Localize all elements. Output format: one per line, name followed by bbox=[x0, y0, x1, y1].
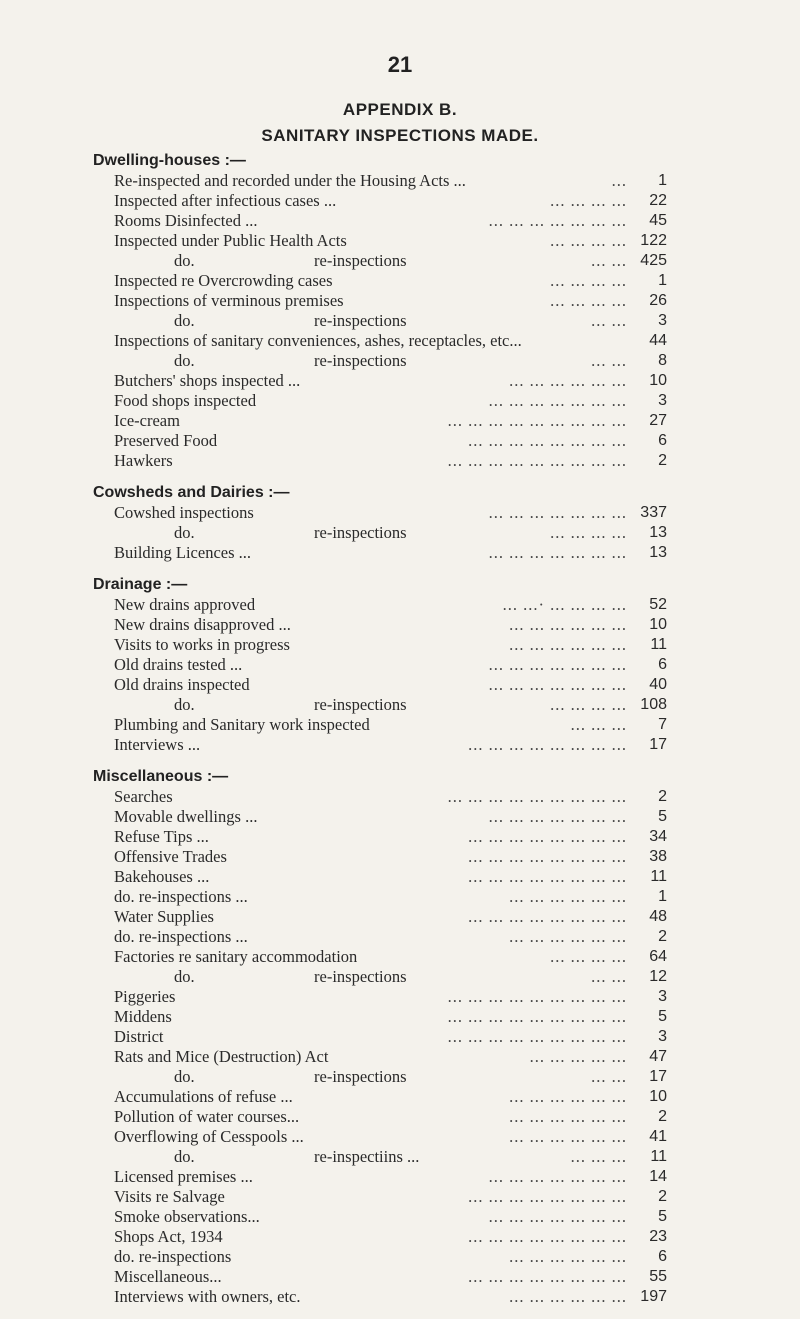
inspection-row bbox=[114, 503, 667, 523]
leader-dots: ... ... bbox=[591, 311, 627, 330]
row-label: Interviews ... bbox=[114, 735, 201, 754]
leader-dots: ... ... ... ... ... ... ... bbox=[488, 1207, 627, 1226]
inspection-row bbox=[114, 1247, 667, 1267]
row-count: 10 bbox=[649, 372, 667, 389]
leader-dots: ... ... ... ... bbox=[550, 271, 627, 290]
row-sublabel: re-inspections bbox=[314, 695, 407, 714]
inspection-row bbox=[114, 847, 667, 867]
leader-dots: ... ... ... ... ... ... bbox=[509, 887, 627, 906]
leader-dots: ... ... ... ... ... ... ... ... bbox=[468, 827, 627, 846]
row-count: 1 bbox=[658, 272, 667, 289]
inspection-row bbox=[114, 251, 667, 271]
leader-dots: ... ... ... ... ... ... bbox=[509, 635, 627, 654]
row-label: Smoke observations... bbox=[114, 1207, 260, 1226]
leader-dots: ... bbox=[611, 171, 627, 190]
inspection-row bbox=[114, 1027, 667, 1047]
section-heading: Miscellaneous :— bbox=[93, 768, 229, 785]
section bbox=[0, 575, 800, 755]
row-sublabel: re-inspections bbox=[314, 523, 407, 542]
row-count: 41 bbox=[649, 1128, 667, 1145]
inspection-row bbox=[114, 947, 667, 967]
row-label: Hawkers bbox=[114, 451, 173, 470]
row-label: Old drains tested ... bbox=[114, 655, 243, 674]
row-count: 5 bbox=[658, 1208, 667, 1225]
inspection-row bbox=[114, 967, 667, 987]
leader-dots: ... ... ... ... ... ... ... ... ... bbox=[447, 1007, 627, 1026]
row-count: 34 bbox=[649, 828, 667, 845]
row-label: Overflowing of Cesspools ... bbox=[114, 1127, 304, 1146]
leader-dots: ... ... ... ... bbox=[550, 523, 627, 542]
row-label: Rats and Mice (Destruction) Act bbox=[114, 1047, 329, 1066]
inspection-row bbox=[114, 1047, 667, 1067]
row-label: Building Licences ... bbox=[114, 543, 252, 562]
row-count: 2 bbox=[658, 1108, 667, 1125]
row-label: New drains disapproved ... bbox=[114, 615, 291, 634]
row-count: 11 bbox=[650, 636, 667, 653]
leader-dots: ... ... ... ... ... ... bbox=[509, 1087, 627, 1106]
row-count: 108 bbox=[640, 696, 667, 713]
row-count: 55 bbox=[649, 1268, 667, 1285]
row-label: do. re-inspections ... bbox=[114, 887, 248, 906]
leader-dots: ... ... ... ... ... ... ... bbox=[488, 807, 627, 826]
row-count: 45 bbox=[649, 212, 667, 229]
leader-dots: ... ...· ... ... ... ... bbox=[502, 595, 627, 614]
leader-dots: ... ... ... ... ... ... ... ... ... bbox=[447, 411, 627, 430]
row-label: Plumbing and Sanitary work inspected bbox=[114, 715, 370, 734]
leader-dots: ... ... ... ... ... ... bbox=[509, 615, 627, 634]
inspection-row bbox=[114, 1267, 667, 1287]
row-count: 3 bbox=[658, 988, 667, 1005]
row-sublabel: re-inspections bbox=[314, 1067, 407, 1086]
inspection-row bbox=[114, 371, 667, 391]
inspection-row bbox=[114, 595, 667, 615]
inspection-row bbox=[114, 291, 667, 311]
row-label: do. bbox=[174, 251, 195, 270]
inspection-sections bbox=[0, 151, 800, 1319]
inspection-row bbox=[114, 987, 667, 1007]
row-count: 2 bbox=[658, 452, 667, 469]
inspection-row bbox=[114, 391, 667, 411]
leader-dots: ... ... ... ... ... ... ... bbox=[488, 675, 627, 694]
row-label: do. bbox=[174, 351, 195, 370]
row-label: Food shops inspected bbox=[114, 391, 257, 410]
row-count: 3 bbox=[658, 392, 667, 409]
leader-dots: ... ... ... ... bbox=[550, 231, 627, 250]
row-label: Accumulations of refuse ... bbox=[114, 1087, 293, 1106]
inspection-row bbox=[114, 695, 667, 715]
row-count: 1 bbox=[658, 172, 667, 189]
inspection-row bbox=[114, 907, 667, 927]
leader-dots: ... ... ... ... ... ... ... ... bbox=[468, 1227, 627, 1246]
row-count: 14 bbox=[649, 1168, 667, 1185]
inspection-row bbox=[114, 271, 667, 291]
row-label: Inspected under Public Health Acts bbox=[114, 231, 347, 250]
inspection-row bbox=[114, 171, 667, 191]
row-label: Factories re sanitary accommodation bbox=[114, 947, 358, 966]
inspection-row bbox=[114, 1287, 667, 1307]
leader-dots: ... ... ... ... bbox=[550, 695, 627, 714]
section bbox=[0, 483, 800, 563]
inspection-row bbox=[114, 451, 667, 471]
inspection-row bbox=[114, 867, 667, 887]
row-count: 12 bbox=[649, 968, 667, 985]
row-count: 22 bbox=[649, 192, 667, 209]
leader-dots: ... ... ... ... ... ... ... ... ... bbox=[447, 787, 627, 806]
row-count: 17 bbox=[649, 1068, 667, 1085]
leader-dots: ... ... bbox=[591, 251, 627, 270]
inspection-row bbox=[114, 787, 667, 807]
row-label: Rooms Disinfected ... bbox=[114, 211, 258, 230]
inspection-row bbox=[114, 211, 667, 231]
row-count: 11 bbox=[650, 868, 667, 885]
inspection-row bbox=[114, 1127, 667, 1147]
row-label: Inspected after infectious cases ... bbox=[114, 191, 337, 210]
appendix-title: APPENDIX B. bbox=[342, 100, 458, 119]
row-count: 10 bbox=[649, 1088, 667, 1105]
row-count: 64 bbox=[649, 948, 667, 965]
row-label: Refuse Tips ... bbox=[114, 827, 209, 846]
row-count: 6 bbox=[658, 656, 667, 673]
leader-dots: ... ... ... ... ... ... ... ... bbox=[468, 867, 627, 886]
leader-dots: ... ... ... ... ... ... bbox=[509, 1107, 627, 1126]
leader-dots: ... ... ... ... ... ... ... ... bbox=[468, 847, 627, 866]
inspection-row bbox=[114, 655, 667, 675]
inspection-row bbox=[114, 1167, 667, 1187]
row-label: Inspections of verminous premises bbox=[114, 291, 344, 310]
inspection-row bbox=[114, 1227, 667, 1247]
row-count: 7 bbox=[658, 716, 667, 733]
row-label: Pollution of water courses... bbox=[114, 1107, 300, 1126]
leader-dots: ... ... ... ... bbox=[550, 191, 627, 210]
row-label: Old drains inspected bbox=[114, 675, 250, 694]
row-sublabel: re-inspections bbox=[314, 251, 407, 270]
row-label: Ice-cream bbox=[114, 411, 180, 430]
row-count: 26 bbox=[649, 292, 667, 309]
section-heading: Dwelling-houses :— bbox=[93, 152, 246, 169]
inspection-row bbox=[114, 523, 667, 543]
row-label: Shops Act, 1934 bbox=[114, 1227, 223, 1246]
inspection-row bbox=[114, 191, 667, 211]
row-count: 197 bbox=[640, 1288, 667, 1305]
row-sublabel: re-inspections bbox=[314, 311, 407, 330]
leader-dots: ... ... ... ... ... ... ... ... ... bbox=[447, 987, 627, 1006]
row-label: Offensive Trades bbox=[114, 847, 227, 866]
row-count: 44 bbox=[649, 332, 667, 349]
row-count: 13 bbox=[649, 544, 667, 561]
inspection-row bbox=[114, 1207, 667, 1227]
leader-dots: ... ... ... ... ... ... ... ... bbox=[468, 735, 627, 754]
section-heading: Drainage :— bbox=[93, 576, 188, 593]
row-label: Piggeries bbox=[114, 987, 176, 1006]
row-count: 27 bbox=[649, 412, 667, 429]
inspection-row bbox=[114, 231, 667, 251]
row-label: do. bbox=[174, 695, 195, 714]
leader-dots: ... ... bbox=[591, 967, 627, 986]
leader-dots: ... ... ... ... ... ... ... ... ... bbox=[447, 1027, 627, 1046]
inspection-row bbox=[114, 675, 667, 695]
row-label: Bakehouses ... bbox=[114, 867, 210, 886]
inspection-row bbox=[114, 331, 667, 351]
leader-dots: ... ... ... ... ... ... ... bbox=[488, 211, 627, 230]
page-number: 21 bbox=[387, 52, 413, 77]
inspection-row bbox=[114, 827, 667, 847]
inspection-row bbox=[114, 887, 667, 907]
inspection-row bbox=[114, 543, 667, 563]
leader-dots: ... ... ... ... ... ... bbox=[509, 1247, 627, 1266]
row-label: Miscellaneous... bbox=[114, 1267, 222, 1286]
leader-dots: ... ... ... ... ... ... bbox=[509, 371, 627, 390]
row-label: Visits re Salvage bbox=[114, 1187, 225, 1206]
row-count: 23 bbox=[649, 1228, 667, 1245]
inspection-row bbox=[114, 1087, 667, 1107]
inspection-row bbox=[114, 807, 667, 827]
row-count: 1 bbox=[658, 888, 667, 905]
inspection-row bbox=[114, 431, 667, 451]
row-label: do. re-inspections ... bbox=[114, 927, 248, 946]
inspection-row bbox=[114, 615, 667, 635]
inspection-row bbox=[114, 927, 667, 947]
row-count: 2 bbox=[658, 928, 667, 945]
inspection-row bbox=[114, 1007, 667, 1027]
leader-dots: ... ... ... ... ... ... ... ... bbox=[468, 907, 627, 926]
row-count: 47 bbox=[649, 1048, 667, 1065]
leader-dots: ... ... ... ... ... ... ... bbox=[488, 655, 627, 674]
leader-dots: ... ... ... ... ... ... bbox=[509, 1127, 627, 1146]
row-sublabel: re-inspectiins ... bbox=[314, 1147, 420, 1166]
leader-dots: ... ... ... ... ... ... ... ... bbox=[468, 1187, 627, 1206]
leader-dots: ... ... bbox=[591, 1067, 627, 1086]
row-count: 2 bbox=[658, 1188, 667, 1205]
row-count: 52 bbox=[649, 596, 667, 613]
row-label: Cowshed inspections bbox=[114, 503, 254, 522]
row-label: Middens bbox=[114, 1007, 172, 1026]
row-label: do. bbox=[174, 967, 195, 986]
row-count: 48 bbox=[649, 908, 667, 925]
row-count: 3 bbox=[658, 312, 667, 329]
leader-dots: ... ... ... bbox=[570, 715, 627, 734]
inspection-row bbox=[114, 411, 667, 431]
row-count: 13 bbox=[649, 524, 667, 541]
row-label: do. bbox=[174, 523, 195, 542]
row-label: do. re-inspections bbox=[114, 1247, 232, 1266]
row-count: 6 bbox=[658, 1248, 667, 1265]
row-count: 122 bbox=[640, 232, 667, 249]
leader-dots: ... ... ... ... ... ... ... ... bbox=[468, 1267, 627, 1286]
section bbox=[0, 767, 800, 1307]
leader-dots: ... ... ... bbox=[570, 1147, 627, 1166]
leader-dots: ... ... ... ... ... ... ... ... ... bbox=[447, 451, 627, 470]
inspection-row bbox=[114, 1147, 667, 1167]
leader-dots: ... ... ... ... ... ... ... bbox=[488, 503, 627, 522]
row-count: 2 bbox=[658, 788, 667, 805]
row-label: New drains approved bbox=[114, 595, 256, 614]
inspection-row bbox=[114, 735, 667, 755]
row-count: 3 bbox=[658, 1028, 667, 1045]
row-count: 337 bbox=[640, 504, 667, 521]
row-label: Water Supplies bbox=[114, 907, 214, 926]
inspection-row bbox=[114, 715, 667, 735]
row-count: 17 bbox=[649, 736, 667, 753]
row-label: Butchers' shops inspected ... bbox=[114, 371, 301, 390]
leader-dots: ... ... ... ... bbox=[550, 291, 627, 310]
row-label: Inspections of sanitary conveniences, ashes, receptacles, etc... bbox=[114, 331, 522, 350]
row-label: District bbox=[114, 1027, 164, 1046]
leader-dots: ... ... ... ... ... ... ... bbox=[488, 391, 627, 410]
row-count: 5 bbox=[658, 808, 667, 825]
row-sublabel: re-inspections bbox=[314, 351, 407, 370]
row-count: 10 bbox=[649, 616, 667, 633]
row-label: do. bbox=[174, 1067, 195, 1086]
row-label: Movable dwellings ... bbox=[114, 807, 258, 826]
row-count: 425 bbox=[640, 252, 667, 269]
row-count: 8 bbox=[658, 352, 667, 369]
row-label: Re-inspected and recorded under the Housing Acts ... bbox=[114, 171, 466, 190]
leader-dots: ... ... ... ... ... ... bbox=[509, 927, 627, 946]
leader-dots: ... ... ... ... ... ... bbox=[509, 1287, 627, 1306]
row-label: Searches bbox=[114, 787, 173, 806]
row-count: 38 bbox=[649, 848, 667, 865]
row-count: 11 bbox=[650, 1148, 667, 1165]
leader-dots: ... ... ... ... ... bbox=[529, 1047, 627, 1066]
row-label: Interviews with owners, etc. bbox=[114, 1287, 301, 1306]
section-heading: Cowsheds and Dairies :— bbox=[93, 484, 290, 501]
row-label: Visits to works in progress bbox=[114, 635, 290, 654]
leader-dots: ... ... ... ... bbox=[550, 947, 627, 966]
row-count: 6 bbox=[658, 432, 667, 449]
inspection-row bbox=[114, 1067, 667, 1087]
row-sublabel: re-inspections bbox=[314, 967, 407, 986]
inspection-row bbox=[114, 1107, 667, 1127]
row-label: Inspected re Overcrowding cases bbox=[114, 271, 333, 290]
row-label: do. bbox=[174, 311, 195, 330]
leader-dots: ... ... bbox=[591, 351, 627, 370]
appendix-subtitle: SANITARY INSPECTIONS MADE. bbox=[261, 126, 539, 145]
row-label: do. bbox=[174, 1147, 195, 1166]
leader-dots: ... ... ... ... ... ... ... ... bbox=[468, 431, 627, 450]
row-count: 5 bbox=[658, 1008, 667, 1025]
inspection-row bbox=[114, 635, 667, 655]
row-label: Preserved Food bbox=[114, 431, 218, 450]
row-label: Licensed premises ... bbox=[114, 1167, 253, 1186]
inspection-row bbox=[114, 311, 667, 331]
section bbox=[0, 151, 800, 471]
inspection-row bbox=[114, 1187, 667, 1207]
leader-dots: ... ... ... ... ... ... ... bbox=[488, 1167, 627, 1186]
row-count: 40 bbox=[649, 676, 667, 693]
inspection-row bbox=[114, 351, 667, 371]
leader-dots: ... ... ... ... ... ... ... bbox=[488, 543, 627, 562]
